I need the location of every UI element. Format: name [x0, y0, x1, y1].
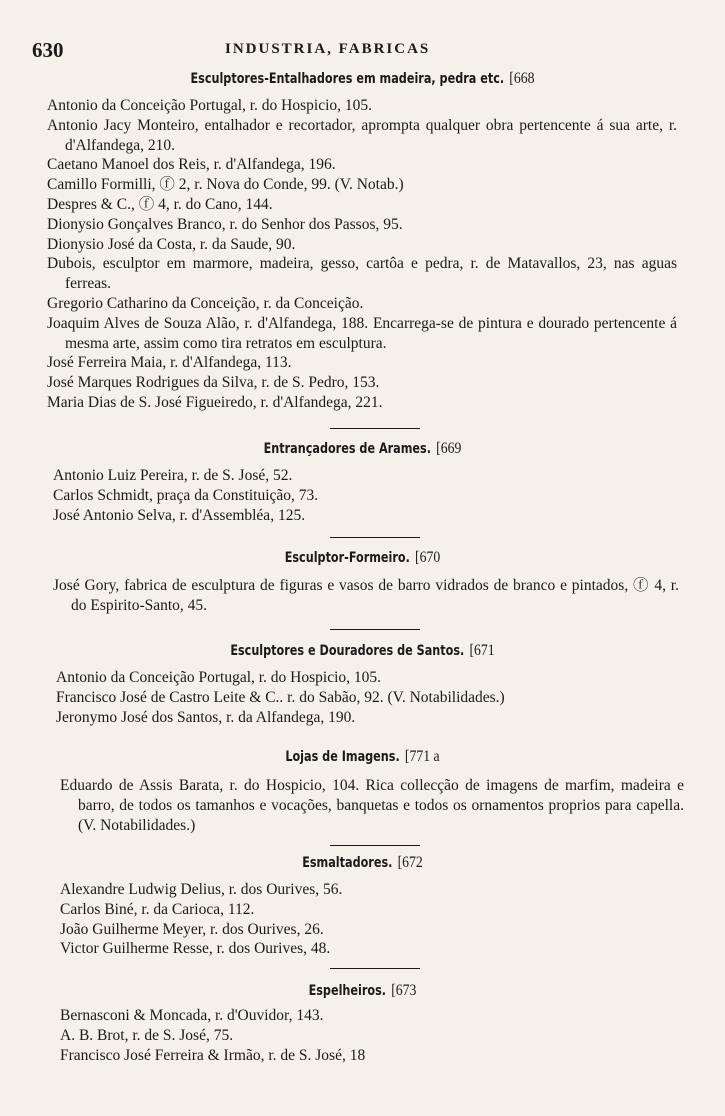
- entry-list: [47, 96, 677, 413]
- list-item: Antonio da Conceição Portugal, r. do Hospicio, 105.: [47, 97, 373, 114]
- list-item: Victor Guilherme Resse, r. dos Ourives, 48.: [60, 940, 331, 958]
- section-esmaltadores: [0, 852, 725, 874]
- section-title: Esculptores-Entalhadores em madeira, pedra etc. [668: [190, 70, 535, 87]
- entry-list: [53, 576, 679, 616]
- list-item: Eduardo de Assis Barata, r. do Hospicio, 104. Rica collecção de imagens de marfim, madeira e barro, de todos os tamanhos e vocações, banquetas e todos os ornamentos proprios para capella. (V. Notabilidades.): [60, 777, 684, 834]
- section-title: Entrançadores de Arames. [669: [263, 440, 462, 457]
- entry-list: [60, 1006, 680, 1065]
- list-item: A. B. Brot, r. de S. José, 75.: [60, 1026, 234, 1044]
- section-esculptores-entalhadores: [0, 68, 725, 90]
- section-divider: [330, 629, 420, 630]
- section-title: Esmaltadores. [672: [302, 854, 423, 871]
- section-title: Espelheiros. [673: [308, 982, 417, 999]
- section-divider: [330, 845, 420, 846]
- list-item: Maria Dias de S. José Figueiredo, r. d'Alfandega, 221.: [47, 393, 383, 411]
- section-title: Esculptor-Formeiro. [670: [284, 549, 441, 566]
- list-item: José Antonio Selva, r. d'Assembléa, 125.: [53, 506, 306, 524]
- list-item: Joaquim Alves de Souza Alão, r. d'Alfandega, 188. Encarrega-se de pintura e dourado pertencente á mesma arte, assim como tira retratos em esculptura.: [47, 314, 677, 352]
- list-item: José Marques Rodrigues da Silva, r. de S. Pedro, 153.: [47, 374, 380, 392]
- section-divider: [330, 428, 420, 429]
- running-title: INDUSTRIA, FABRICAS: [225, 41, 431, 57]
- entry-list: [53, 466, 677, 525]
- list-item: Dubois, esculptor em marmore, madeira, gesso, cartôa e pedra, r. de Matavallos, 23, nas aguas ferreas.: [47, 255, 677, 293]
- list-item: Camillo Formilli, ⓕ 2, r. Nova do Conde, 99. (V. Notab.): [47, 176, 404, 194]
- list-item: Francisco José Ferreira & Irmão, r. de S. José, 18: [60, 1046, 366, 1064]
- list-item: Bernasconi & Moncada, r. d'Ouvidor, 143.: [60, 1007, 324, 1024]
- list-item: Carlos Schmidt, praça da Constituição, 73.: [53, 486, 319, 504]
- section-title: Esculptores e Douradores de Santos. [671: [230, 642, 495, 659]
- list-item: Antonio da Conceição Portugal, r. do Hospicio, 105.: [56, 669, 382, 686]
- section-douradores-santos: [0, 640, 725, 662]
- page-number: 630: [32, 38, 64, 62]
- list-item: Alexandre Ludwig Delius, r. dos Ourives, 56.: [60, 881, 343, 898]
- entry-list: [56, 668, 680, 727]
- section-esculptor-formeiro: [0, 547, 725, 569]
- list-item: Antonio Luiz Pereira, r. de S. José, 52.: [53, 467, 293, 484]
- section-title: Lojas de Imagens. [771 a: [285, 748, 440, 765]
- list-item: José Gory, fabrica de esculptura de figuras e vasos de barro vidrados de branco e pintados, ⓕ 4, r. do Espirito-Santo, 45.: [53, 577, 679, 614]
- list-item: José Ferreira Maia, r. d'Alfandega, 113.: [47, 354, 292, 372]
- list-item: Dionysio Gonçalves Branco, r. do Senhor dos Passos, 95.: [47, 215, 403, 233]
- list-item: Gregorio Catharino da Conceição, r. da Conceição.: [47, 294, 364, 312]
- list-item: Jeronymo José dos Santos, r. da Alfandega, 190.: [56, 708, 356, 726]
- section-lojas-imagens: [0, 746, 725, 768]
- list-item: João Guilherme Meyer, r. dos Ourives, 26.: [60, 920, 324, 938]
- section-divider: [330, 537, 420, 538]
- list-item: Caetano Manoel dos Reis, r. d'Alfandega, 196.: [47, 156, 336, 174]
- entry-list: [60, 880, 680, 959]
- list-item: Despres & C., ⓕ 4, r. do Cano, 144.: [47, 195, 273, 213]
- page-header: [0, 38, 725, 64]
- section-espelheiros: [0, 980, 725, 1002]
- list-item: Carlos Biné, r. da Carioca, 112.: [60, 900, 255, 918]
- list-item: Antonio Jacy Monteiro, entalhador e recortador, apromptа qualquer obra pertencente á sua arte, r. d'Alfandega, 210.: [47, 116, 677, 154]
- list-item: Francisco José de Castro Leite & C.. r. do Sabão, 92. (V. Notabilidades.): [56, 688, 505, 706]
- list-item: Dionysio José da Costa, r. da Saude, 90.: [47, 235, 296, 253]
- section-divider: [330, 968, 420, 969]
- section-entrancadores: [0, 438, 725, 460]
- entry-list: [60, 776, 684, 835]
